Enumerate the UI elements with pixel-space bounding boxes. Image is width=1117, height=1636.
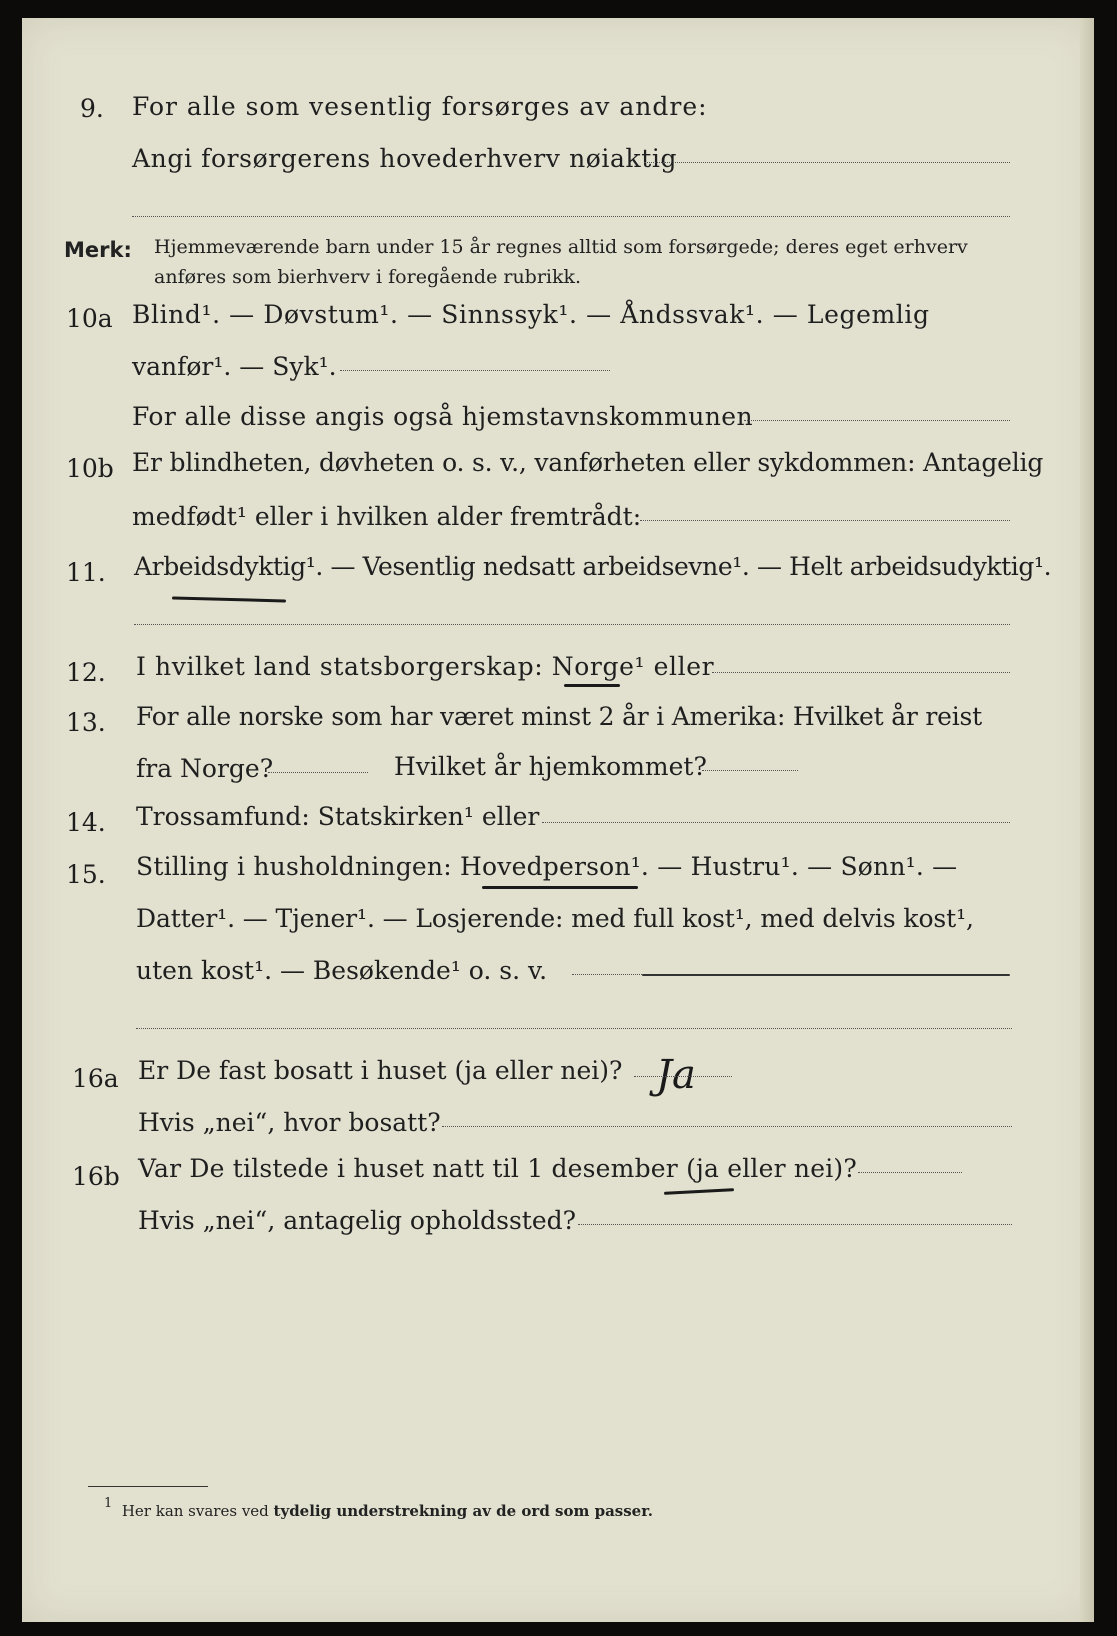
q15-answer-line[interactable] bbox=[572, 974, 642, 975]
item-number-10b: 10b bbox=[66, 454, 114, 483]
q15-answer-stroke bbox=[642, 974, 1010, 976]
item-number-11: 11. bbox=[66, 558, 106, 587]
q16b-line2: Hvis „nei“, antagelig opholdssted? bbox=[138, 1206, 577, 1235]
q13-line2b: Hvilket år hjemkommet? bbox=[394, 752, 707, 781]
q14-answer-line[interactable] bbox=[542, 822, 1010, 823]
item-number-16a: 16a bbox=[72, 1064, 119, 1093]
q13-year-returned-field[interactable] bbox=[702, 770, 798, 771]
q9-line1: For alle som vesentlig forsørges av andre: bbox=[132, 92, 708, 121]
q16b-answer-line[interactable] bbox=[858, 1172, 962, 1173]
item-number-14: 14. bbox=[66, 808, 106, 837]
merk-label: Merk: bbox=[64, 238, 132, 262]
q15-line2: Datter¹. — Tjener¹. — Losjerende: med full kost¹, med delvis kost¹, bbox=[136, 904, 974, 933]
q9-line2: Angi forsørgerens hovederhverv nøiaktig bbox=[132, 144, 678, 173]
footnote-rule bbox=[88, 1486, 208, 1487]
q16a-handwritten-answer[interactable]: Ja bbox=[656, 1052, 696, 1098]
census-form-page bbox=[22, 18, 1094, 1622]
item-number-15: 15. bbox=[66, 860, 106, 889]
q10a-line2: vanfør¹. — Syk¹. bbox=[132, 352, 337, 381]
footnote-text-a: Her kan svares ved bbox=[121, 1502, 274, 1520]
q15-underline-mark bbox=[482, 886, 638, 889]
q16a-answer-line-2[interactable] bbox=[442, 1126, 1012, 1127]
q12-answer-line[interactable] bbox=[712, 672, 1010, 673]
q16b-underline-mark bbox=[664, 1188, 734, 1194]
item-number-9: 9. bbox=[80, 94, 104, 123]
footnote-mark: 1 bbox=[104, 1496, 113, 1511]
q10b-line2: medfødt¹ eller i hvilken alder fremtrådt: bbox=[132, 502, 642, 531]
q9-answer-line[interactable] bbox=[644, 162, 1010, 163]
q13-line2a: fra Norge? bbox=[136, 754, 274, 783]
item-number-13: 13. bbox=[66, 708, 106, 737]
q14-line1: Trossamfund: Statskirken¹ eller bbox=[136, 802, 540, 831]
q15-line1: Stilling i husholdningen: Hovedperson¹. — Hustru¹. — Sønn¹. — bbox=[136, 852, 958, 881]
q16a-line2: Hvis „nei“, hvor bosatt? bbox=[138, 1108, 441, 1137]
q15-line3: uten kost¹. — Besøkende¹ o. s. v. bbox=[136, 956, 548, 985]
q10b-line1: Er blindheten, døvheten o. s. v., vanførheten eller sykdommen: Antagelig bbox=[132, 448, 1044, 477]
q12-underline-mark bbox=[564, 684, 620, 687]
merk-line2: anføres som bierhverv i foregående rubrikk. bbox=[154, 266, 582, 288]
item-number-16b: 16b bbox=[72, 1162, 120, 1191]
q16a-answer-line[interactable] bbox=[634, 1076, 732, 1077]
footnote bbox=[104, 1496, 653, 1520]
q11-line1: Arbeidsdyktig¹. — Vesentlig nedsatt arbeidsevne¹. — Helt arbeidsudyktig¹. bbox=[134, 552, 1052, 581]
q13-year-left-field[interactable] bbox=[268, 772, 368, 773]
q11-answer-line[interactable] bbox=[134, 624, 1010, 625]
merk-line1: Hjemmeværende barn under 15 år regnes alltid som forsørgede; deres eget erhverv bbox=[154, 236, 968, 258]
q11-underline-mark bbox=[172, 597, 286, 603]
q13-line1: For alle norske som har været minst 2 år i Amerika: Hvilket år reist bbox=[136, 702, 983, 731]
item-number-10a: 10a bbox=[66, 304, 113, 333]
q10b-answer-line[interactable] bbox=[640, 520, 1010, 521]
q9-answer-line-2[interactable] bbox=[132, 216, 1010, 217]
q16b-line1: Var De tilstede i huset natt til 1 desember (ja eller nei)? bbox=[138, 1154, 857, 1183]
q15-answer-line-2[interactable] bbox=[136, 1028, 1012, 1029]
q10a-line3: For alle disse angis også hjemstavnskommunen bbox=[132, 402, 753, 431]
q10a-answer-line-2[interactable] bbox=[744, 420, 1010, 421]
q10a-answer-line[interactable] bbox=[340, 370, 610, 371]
q16b-answer-line-2[interactable] bbox=[578, 1224, 1012, 1225]
q10a-line1: Blind¹. — Døvstum¹. — Sinnssyk¹. — Åndssvak¹. — Legemlig bbox=[132, 300, 930, 329]
q12-line1: I hvilket land statsborgerskap: Norge¹ eller bbox=[136, 652, 715, 681]
item-number-12: 12. bbox=[66, 658, 106, 687]
footnote-text-b: tydelig understrekning av de ord som passer. bbox=[273, 1502, 653, 1520]
q16a-line1: Er De fast bosatt i huset (ja eller nei)? bbox=[138, 1056, 623, 1085]
